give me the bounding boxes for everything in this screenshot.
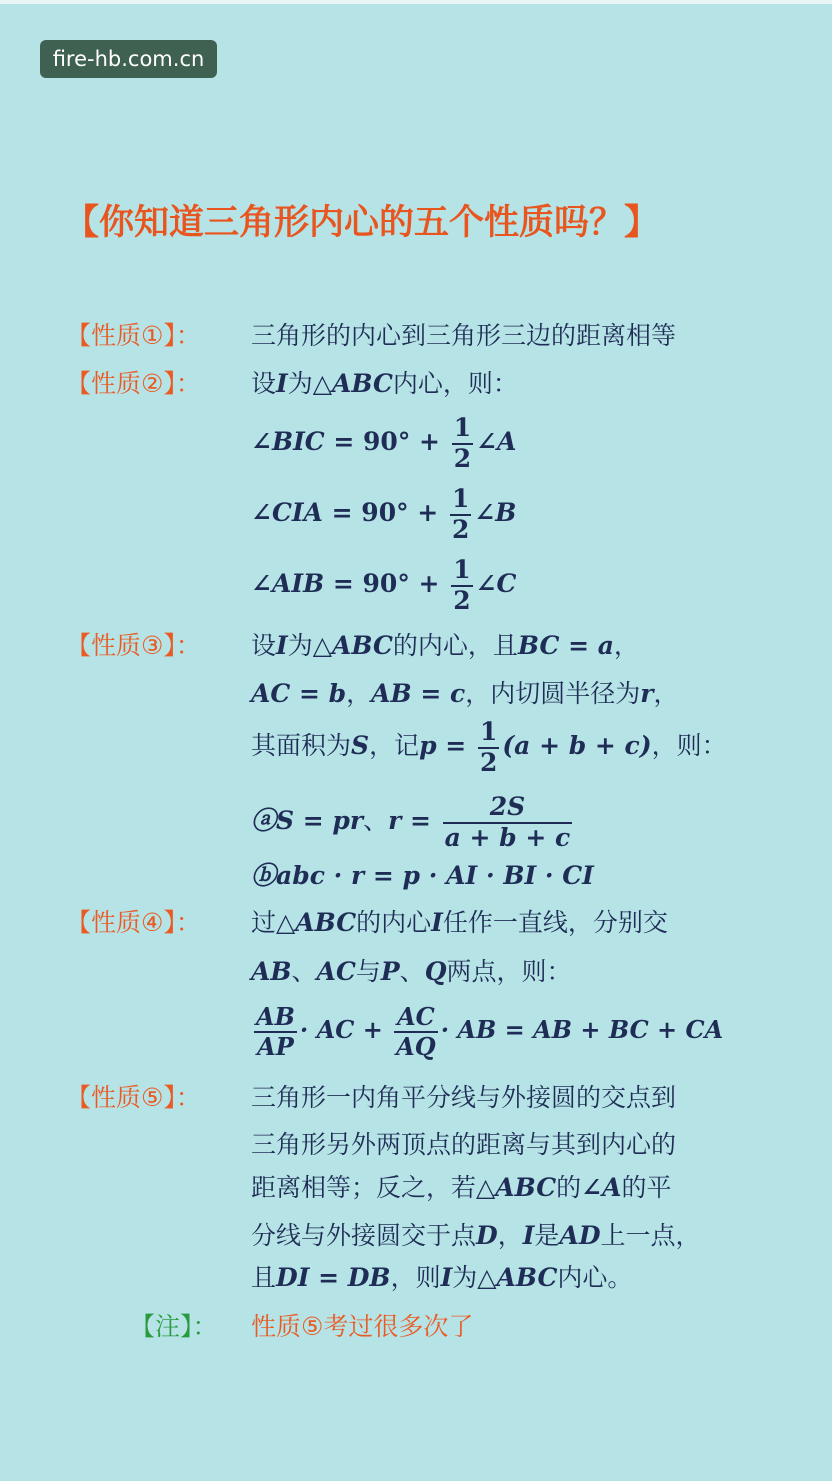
equation-aib	[251, 554, 827, 614]
text-segment: 两点，则：	[446, 957, 572, 986]
fraction-denominator: 2	[453, 585, 471, 615]
text-segment: ，则：	[651, 731, 727, 760]
property-4-equation	[251, 995, 827, 1065]
fraction-denominator: a + b + c	[444, 822, 571, 852]
incenter-symbol: I	[431, 908, 443, 937]
text-segment: 为	[287, 369, 313, 398]
eq-right: ∠A	[476, 427, 517, 456]
eq-right: ∠C	[475, 569, 517, 598]
triangle-symbol: △ABC	[476, 1173, 557, 1202]
fraction-half	[452, 415, 473, 472]
property-3-line-1	[251, 628, 827, 664]
eq-left: ∠AIB =	[251, 569, 363, 598]
segment-symbol: AB	[251, 957, 292, 986]
incenter-symbol: I	[276, 631, 288, 660]
property-3-line-4	[251, 789, 827, 853]
top-border	[0, 0, 832, 4]
text-segment: 设	[251, 369, 277, 398]
circled-a-marker: ⓐ	[251, 806, 277, 835]
text-segment: 的内心，且	[392, 631, 518, 660]
text-segment: 过	[251, 908, 277, 937]
point-symbol: Q	[424, 957, 447, 986]
fraction-numerator: 1	[478, 719, 499, 748]
text-segment: 与	[355, 957, 381, 986]
radius-symbol: r	[640, 679, 654, 708]
property-3-line-5	[251, 858, 827, 894]
math-expression: p =	[419, 731, 475, 760]
note-label: 【注】：	[130, 1312, 218, 1341]
math-expression: r =	[388, 806, 440, 835]
property-3-line-3	[251, 716, 827, 776]
text-segment: ，记	[369, 731, 420, 760]
text-segment: ，	[497, 1221, 523, 1250]
page-title: 【你知道三角形内心的五个性质吗？】	[64, 203, 660, 243]
property-4-line-1	[251, 905, 827, 941]
fraction-numerator: 2S	[443, 794, 573, 823]
text-segment: ，	[653, 679, 679, 708]
text-segment: ，	[613, 631, 639, 660]
eq-left: ∠CIA =	[251, 498, 362, 527]
property-1-label: 【性质①】：	[66, 321, 201, 350]
property-3-label: 【性质③】：	[66, 631, 201, 660]
incenter-symbol: I	[440, 1263, 453, 1292]
text-segment: ，	[346, 679, 372, 708]
fraction-numerator: AC	[394, 1004, 438, 1032]
triangle-symbol: △ABC	[276, 908, 357, 937]
math-expression: DI = DB	[276, 1263, 391, 1292]
property-5-label: 【性质⑤】：	[66, 1083, 201, 1112]
fraction-denominator: 2	[453, 443, 472, 473]
property-5-line-5	[251, 1260, 827, 1296]
text-segment: 设	[251, 631, 277, 660]
point-symbol: D	[476, 1221, 498, 1250]
segment-symbol: AC	[316, 957, 356, 986]
property-1-text: 三角形的内心到三角形三边的距离相等	[251, 321, 677, 350]
text-segment: 是	[534, 1221, 560, 1250]
math-expression: S = pr	[276, 806, 364, 835]
fraction-half	[451, 557, 472, 614]
note-text: 性质⑤考过很多次了	[251, 1312, 474, 1341]
text-segment: 的平	[621, 1173, 672, 1202]
property-4-label: 【性质④】：	[66, 908, 201, 937]
math-expression: · AC +	[299, 1015, 392, 1044]
circled-b-marker: ⓑ	[251, 861, 277, 890]
fraction-numerator: 1	[451, 557, 472, 586]
math-expression: · AB = AB + BC + CA	[440, 1015, 724, 1044]
equation-cia	[251, 483, 827, 543]
watermark-badge: fire-hb.com.cn	[40, 40, 217, 78]
text-segment: 、	[291, 957, 317, 986]
triangle-symbol: △ABC	[477, 1263, 558, 1292]
text-segment: 且	[251, 1263, 277, 1292]
eq-constant: 90° +	[362, 569, 449, 598]
point-symbol: P	[380, 957, 400, 986]
math-expression: BC = a	[517, 631, 614, 660]
fraction-radius	[443, 794, 573, 851]
fraction-ab-ap	[254, 1002, 297, 1061]
fraction-numerator: AB	[256, 1002, 295, 1032]
incenter-symbol: I	[276, 369, 288, 398]
property-2-label: 【性质②】：	[66, 369, 201, 398]
fraction-half	[478, 719, 499, 776]
text-segment: 上一点，	[600, 1221, 701, 1250]
fraction-half	[450, 486, 471, 543]
fraction-denominator: AP	[257, 1031, 294, 1061]
property-2-intro	[251, 366, 827, 402]
math-expression: (a + b + c)	[502, 731, 652, 760]
text-segment: 的	[556, 1173, 582, 1202]
property-5-line-4	[251, 1218, 827, 1254]
fraction-denominator: AQ	[396, 1031, 436, 1061]
eq-constant: 90° +	[363, 427, 449, 456]
property-3-line-2	[251, 676, 827, 712]
text-segment: 任作一直线，分别交	[442, 908, 668, 937]
equation-bic	[251, 412, 827, 472]
triangle-symbol: △ABC	[312, 369, 393, 398]
fraction-denominator: 2	[451, 514, 470, 544]
text-segment: 的内心	[356, 908, 432, 937]
triangle-symbol: △ABC	[312, 631, 393, 660]
property-5-line-1: 三角形一内角平分线与外接圆的交点到	[251, 1083, 677, 1112]
fraction-ac-aq	[394, 1002, 438, 1061]
text-segment: ，内切圆半径为	[465, 679, 641, 708]
fraction-numerator: 1	[452, 415, 473, 444]
eq-right: ∠B	[474, 498, 517, 527]
text-segment: ，则	[390, 1263, 441, 1292]
text-segment: 为	[452, 1263, 478, 1292]
text-segment: 内心，则：	[392, 369, 518, 398]
area-symbol: S	[351, 731, 370, 760]
text-segment: 分线与外接圆交于点	[251, 1221, 477, 1250]
angle-symbol: ∠A	[581, 1173, 622, 1202]
text-segment: 、	[363, 806, 389, 835]
eq-constant: 90° +	[361, 498, 447, 527]
fraction-numerator: 1	[450, 486, 471, 515]
segment-symbol: AD	[559, 1221, 601, 1250]
fraction-denominator: 2	[479, 747, 498, 777]
eq-left: ∠BIC =	[251, 427, 364, 456]
math-expression: abc · r = p · AI · BI · CI	[276, 861, 594, 890]
text-segment: 距离相等；反之，若	[251, 1173, 477, 1202]
text-segment: 其面积为	[251, 731, 352, 760]
incenter-symbol: I	[522, 1221, 535, 1250]
text-segment: 为	[287, 631, 313, 660]
property-4-line-2	[251, 954, 827, 990]
math-expression: AC = b	[251, 679, 347, 708]
math-expression: AB = c	[371, 679, 466, 708]
property-5-line-2: 三角形另外两顶点的距离与其到内心的	[251, 1130, 677, 1159]
text-segment: 内心。	[557, 1263, 633, 1292]
property-5-line-3	[251, 1170, 827, 1206]
text-segment: 、	[399, 957, 425, 986]
